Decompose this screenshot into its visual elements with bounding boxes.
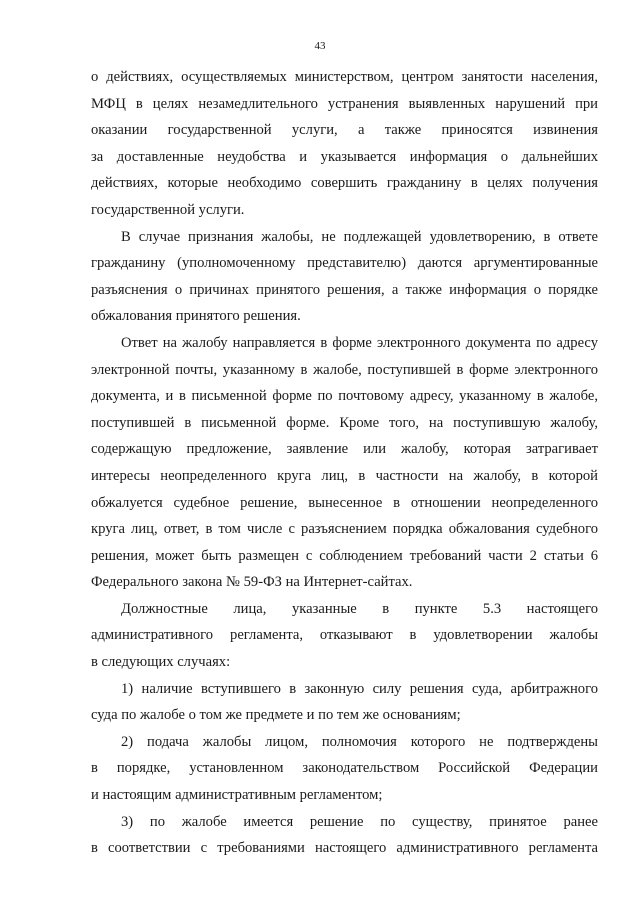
text-line: оказании государственной услуги, а также приносятся извинения bbox=[91, 122, 598, 139]
text-line: государственной услуги. bbox=[91, 201, 245, 218]
text-line: интересы неопределенного круга лиц, в частности на жалобу, в которой bbox=[91, 467, 598, 484]
text-line: в следующих случаях: bbox=[91, 654, 231, 671]
text-line: решения, может быть размещен с соблюдением требований части 2 статьи 6 bbox=[91, 547, 598, 564]
text-line: действиях, которые необходимо совершить гражданину в целях получения bbox=[91, 175, 598, 192]
text-line: 2) подача жалобы лицом, полномочия которого не подтверждены bbox=[121, 733, 598, 750]
text-line: 3) по жалобе имеется решение по существу, принятое ранее bbox=[121, 813, 598, 830]
text-line: электронной почты, указанному в жалобе, поступившей в форме электронного bbox=[91, 361, 598, 378]
text-line: обжалования принятого решения. bbox=[91, 308, 301, 325]
text-line: суда по жалобе о том же предмете и по тем же основаниям; bbox=[91, 707, 461, 724]
page-number: 43 bbox=[314, 40, 326, 52]
text-line: в порядке, установленном законодательством Российской Федерации bbox=[91, 760, 598, 777]
text-line: В случае признания жалобы, не подлежащей удовлетворению, в ответе bbox=[121, 228, 598, 245]
text-line: Должностные лица, указанные в пункте 5.3 настоящего bbox=[121, 600, 598, 617]
text-line: круга лиц, ответ, в том числе с разъяснением порядка обжалования судебного bbox=[91, 521, 598, 538]
text-line: обжалуется судебное решение, вынесенное в отношении неопределенного bbox=[91, 494, 598, 511]
text-line: административного регламента, отказывают в удовлетворении жалобы bbox=[91, 627, 598, 644]
text-line: МФЦ в целях незамедлительного устранения выявленных нарушений при bbox=[91, 95, 598, 112]
document-body bbox=[91, 64, 598, 862]
text-line: о действиях, осуществляемых министерством, центром занятости населения, bbox=[91, 69, 598, 85]
text-line: разъяснения о причинах принятого решения, а также информация о порядке bbox=[91, 281, 598, 298]
text-line: документа, и в письменной форме по почтовому адресу, указанному в жалобе, bbox=[91, 388, 598, 405]
text-line: Федерального закона № 59-ФЗ на Интернет-сайтах. bbox=[91, 574, 413, 591]
text-line: и настоящим административным регламентом; bbox=[91, 787, 383, 804]
text-line: гражданину (уполномоченному представителю) даются аргументированные bbox=[91, 255, 598, 272]
text-line: Ответ на жалобу направляется в форме электронного документа по адресу bbox=[121, 334, 598, 351]
text-line: в соответствии с требованиями настоящего административного регламента bbox=[91, 840, 598, 857]
text-line: поступившей в письменной форме. Кроме того, на поступившую жалобу, bbox=[91, 414, 598, 431]
text-line: 1) наличие вступившего в законную силу решения суда, арбитражного bbox=[121, 680, 598, 697]
text-line: содержащую предложение, заявление или жалобу, которая затрагивает bbox=[91, 441, 598, 458]
text-line: за доставленные неудобства и указывается информация о дальнейших bbox=[91, 148, 598, 165]
